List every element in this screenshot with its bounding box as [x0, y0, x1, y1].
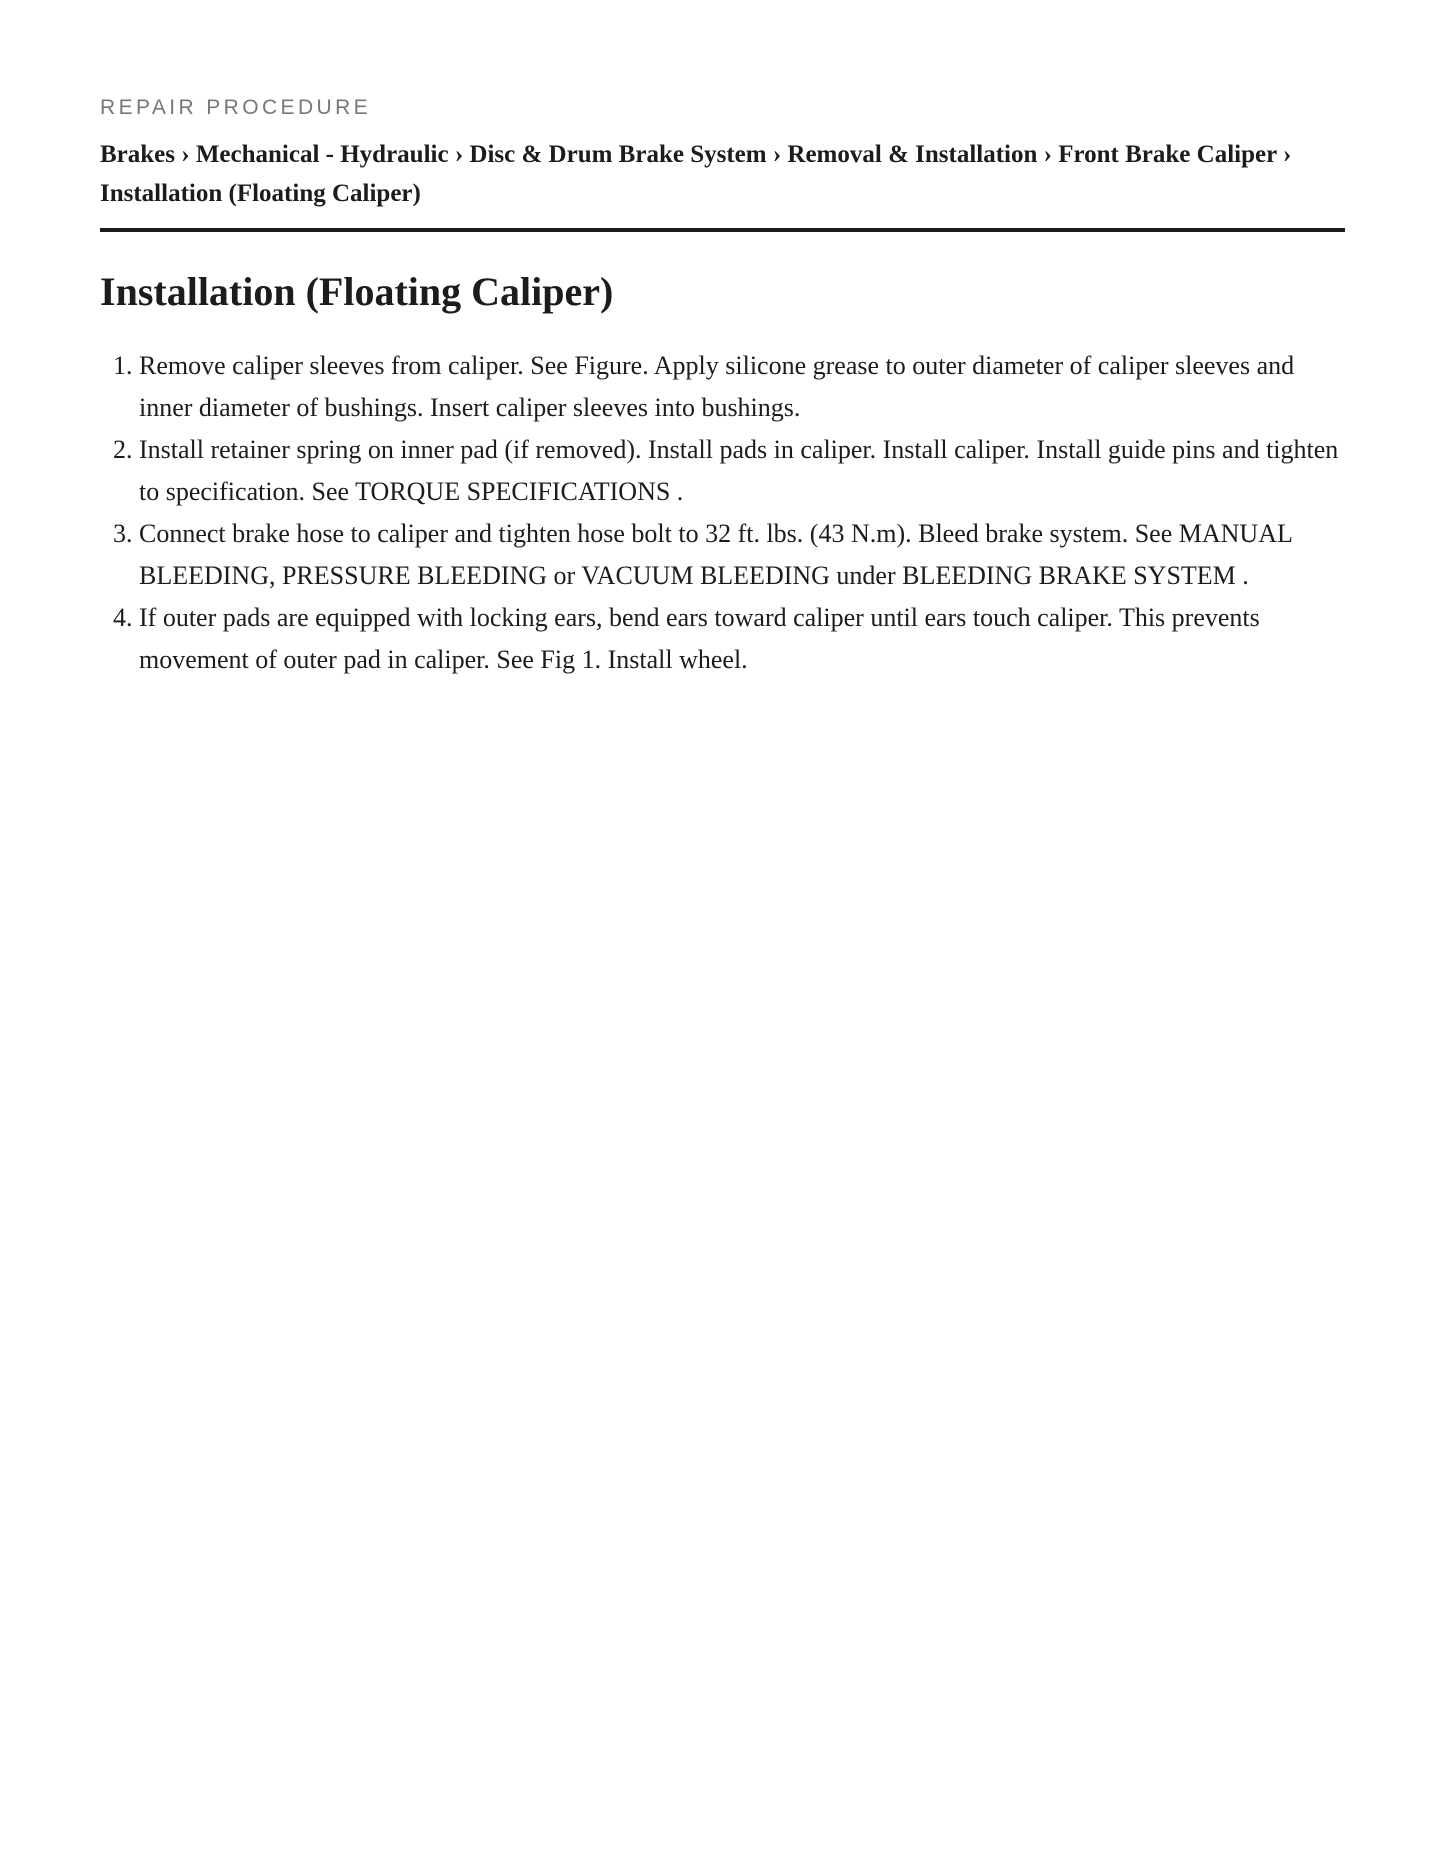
procedure-step: 3. Connect brake hose to caliper and tighten hose bolt to 32 ft. lbs. (43 N.m). Bleed brake system. See MANUAL BLEEDING, PRESSURE BLEEDING or VACUUM BLEEDING under BLEEDING BRAKE SYSTEM .	[139, 513, 1345, 597]
document-page	[100, 94, 1345, 681]
procedure-step: 1. Remove caliper sleeves from caliper. See Figure. Apply silicone grease to outer diameter of caliper sleeves and inner diameter of bushings. Insert caliper sleeves into bushings.	[139, 345, 1345, 429]
procedure-step: 4. If outer pads are equipped with locking ears, bend ears toward caliper until ears touch caliper. This prevents movement of outer pad in caliper. See Fig 1. Install wheel.	[139, 597, 1345, 681]
section-kicker: REPAIR PROCEDURE	[100, 96, 372, 119]
procedure-step: 2. Install retainer spring on inner pad (if removed). Install pads in caliper. Install caliper. Install guide pins and tighten to specification. See TORQUE SPECIFICATIONS .	[139, 429, 1345, 513]
procedure-steps	[100, 345, 1345, 681]
page-title: Installation (Floating Caliper)	[100, 269, 614, 314]
header-divider	[100, 228, 1345, 232]
breadcrumb: Brakes › Mechanical - Hydraulic › Disc & Drum Brake System › Removal & Installation › Front Brake Caliper › Installation (Floating Caliper)	[100, 141, 1292, 207]
